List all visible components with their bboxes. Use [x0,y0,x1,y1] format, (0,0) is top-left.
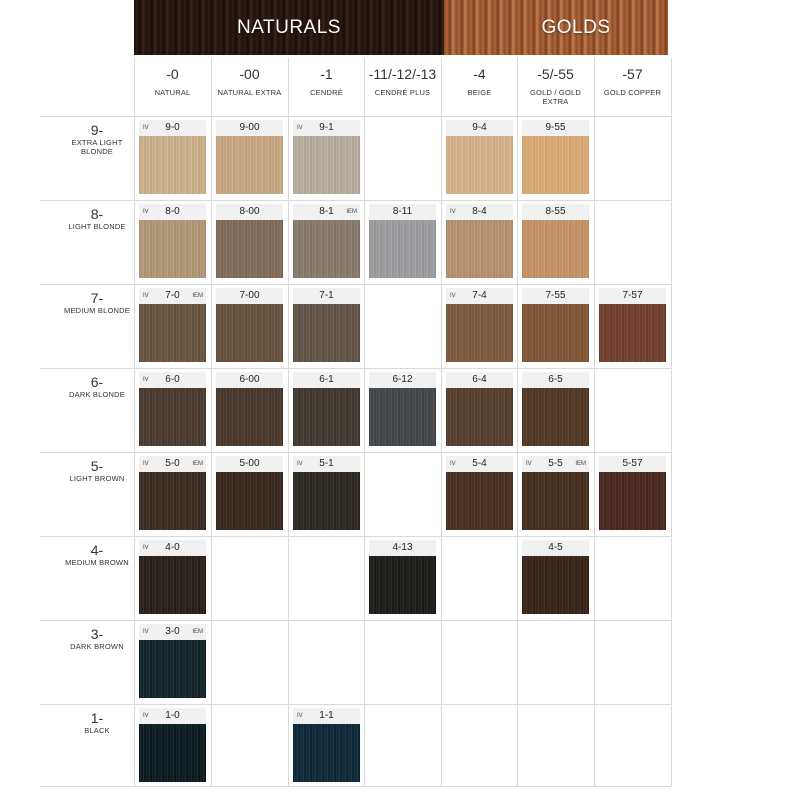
swatch-label [139,624,206,640]
swatch-label [522,372,589,388]
iv-marker: IV [143,629,149,635]
row-header [40,543,134,567]
swatch-label [599,288,666,304]
row-name: DARK BLONDE [69,390,125,399]
hair-swatch-image [216,304,283,362]
iem-marker: IEM [575,461,586,467]
column-name: NATURAL [154,88,191,97]
swatch-label [216,372,283,388]
swatch-code: 4-0 [165,542,180,553]
swatch-code: 7-57 [622,290,643,301]
row-name: BLACK [84,726,110,735]
swatch-code: 7-0 [165,290,180,301]
row-name: LIGHT BLONDE [68,222,126,231]
row-divider [40,786,671,787]
swatch-label [446,204,513,220]
row-level: 6- [90,374,104,390]
column-code: -5/-55 [537,66,574,82]
hair-swatch-image [216,220,283,278]
swatch-label [293,288,360,304]
iv-marker: IV [143,545,149,551]
hair-swatch-image [446,388,513,446]
iv-marker: IV [143,209,149,215]
swatch-code: 8-00 [239,206,260,217]
row-name: DARK BROWN [70,642,124,651]
hair-swatch-image [446,472,513,530]
shade-swatch[interactable] [293,372,360,446]
shade-swatch[interactable] [216,288,283,362]
column-divider [594,58,595,786]
swatch-label [139,288,206,304]
swatch-code: 9-00 [239,122,260,133]
row-header [40,375,134,399]
shade-swatch[interactable] [293,708,360,782]
swatch-code: 8-11 [392,206,413,217]
row-level: 7- [90,290,104,306]
hair-swatch-image [599,304,666,362]
shade-swatch[interactable] [139,624,206,698]
shade-swatch[interactable] [446,288,513,362]
shade-swatch[interactable] [216,456,283,530]
swatch-label [446,120,513,136]
naturals-banner-label: NATURALS [237,16,341,38]
shade-swatch[interactable] [293,120,360,194]
hair-swatch-image [522,472,589,530]
hair-swatch-image [216,388,283,446]
row-divider [40,452,671,453]
shade-swatch[interactable] [293,204,360,278]
hair-swatch-image [522,388,589,446]
row-header [40,291,134,315]
hair-swatch-image [446,304,513,362]
swatch-label [293,204,360,220]
swatch-code: 6-5 [548,374,563,385]
column-code: -00 [239,66,260,82]
iv-marker: IV [143,377,149,383]
column-divider [288,58,289,786]
golds-banner [444,0,668,55]
swatch-code: 1-0 [165,710,180,721]
row-name: LIGHT BROWN [69,474,125,483]
iem-marker: IEM [192,629,203,635]
swatch-code: 6-1 [319,374,334,385]
shade-swatch[interactable] [139,204,206,278]
column-header [288,58,365,114]
swatch-label [216,120,283,136]
naturals-banner [134,0,444,55]
hair-swatch-image [293,304,360,362]
swatch-label [139,540,206,556]
column-header [134,58,211,114]
swatch-label [369,540,436,556]
iv-marker: IV [450,461,456,467]
iv-marker: IV [143,293,149,299]
hair-swatch-image [139,136,206,194]
swatch-code: 9-1 [319,122,334,133]
swatch-code: 8-1 [319,206,334,217]
row-level: 8- [90,206,104,222]
column-header [364,58,441,114]
hair-swatch-image [293,724,360,782]
row-name: EXTRA LIGHT BLONDE [71,138,123,156]
swatch-code: 6-12 [392,374,413,385]
swatch-code: 5-4 [472,458,487,469]
hair-swatch-image [216,472,283,530]
row-level: 5- [90,458,104,474]
column-header [594,58,671,114]
swatch-label [216,456,283,472]
hair-swatch-image [293,220,360,278]
swatch-code: 9-0 [165,122,180,133]
swatch-code: 5-0 [165,458,180,469]
shade-swatch[interactable] [293,456,360,530]
column-name: NATURAL EXTRA [217,88,282,97]
swatch-label [139,708,206,724]
hair-swatch-image [139,724,206,782]
column-divider [211,58,212,786]
iem-marker: IEM [192,461,203,467]
row-level: 9- [90,122,104,138]
shade-swatch[interactable] [216,120,283,194]
column-divider [671,58,672,786]
swatch-label [446,456,513,472]
hair-swatch-image [446,220,513,278]
iv-marker: IV [143,125,149,131]
shade-swatch[interactable] [139,540,206,614]
row-divider [40,536,671,537]
hair-swatch-image [522,136,589,194]
row-header [40,123,134,156]
swatch-label [522,120,589,136]
row-name: MEDIUM BLONDE [64,306,130,315]
row-divider [40,368,671,369]
swatch-code: 5-5 [548,458,563,469]
swatch-code: 3-0 [165,626,180,637]
swatch-label [293,372,360,388]
iv-marker: IV [143,461,149,467]
swatch-label [139,372,206,388]
row-divider [40,620,671,621]
hair-swatch-image [369,556,436,614]
shade-swatch[interactable] [599,288,666,362]
hair-swatch-image [139,388,206,446]
column-code: -4 [473,66,486,82]
iv-marker: IV [297,125,303,131]
swatch-label [446,288,513,304]
shade-swatch[interactable] [522,372,589,446]
swatch-code: 7-4 [472,290,487,301]
row-level: 1- [90,710,104,726]
hair-swatch-image [369,220,436,278]
shade-swatch[interactable] [522,540,589,614]
shade-swatch[interactable] [522,204,589,278]
column-divider [441,58,442,786]
shade-swatch[interactable] [522,120,589,194]
swatch-code: 6-0 [165,374,180,385]
column-code: -11/-12/-13 [368,66,437,82]
swatch-label [522,540,589,556]
swatch-code: 8-0 [165,206,180,217]
column-name: GOLD / GOLD EXTRA [530,88,581,106]
swatch-code: 9-55 [545,122,566,133]
row-divider [40,704,671,705]
swatch-label [369,372,436,388]
column-header [517,58,594,114]
shade-swatch[interactable] [446,372,513,446]
shade-swatch[interactable] [369,204,436,278]
shade-swatch[interactable] [446,456,513,530]
swatch-code: 7-00 [239,290,260,301]
swatch-code: 5-57 [622,458,643,469]
column-divider [517,58,518,786]
hair-swatch-image [216,136,283,194]
row-header [40,207,134,231]
swatch-code: 8-55 [545,206,566,217]
shade-swatch[interactable] [369,372,436,446]
iv-marker: IV [297,713,303,719]
hair-swatch-image [522,304,589,362]
iv-marker: IV [143,713,149,719]
iv-marker: IV [526,461,532,467]
hair-swatch-image [139,640,206,698]
hair-swatch-image [446,136,513,194]
golds-banner-label: GOLDS [541,16,611,38]
swatch-label [139,204,206,220]
swatch-code: 9-4 [472,122,487,133]
shade-swatch[interactable] [446,204,513,278]
column-divider [364,58,365,786]
shade-swatch[interactable] [216,372,283,446]
hair-swatch-image [369,388,436,446]
iem-marker: IEM [346,209,357,215]
shade-swatch[interactable] [139,120,206,194]
column-code: -57 [622,66,643,82]
swatch-code: 4-13 [392,542,413,553]
shade-swatch[interactable] [216,204,283,278]
row-divider [40,284,671,285]
hair-swatch-image [139,304,206,362]
hair-swatch-image [599,472,666,530]
hair-swatch-image [293,472,360,530]
row-name: MEDIUM BROWN [65,558,129,567]
swatch-code: 8-4 [472,206,487,217]
row-level: 3- [90,626,104,642]
shade-swatch[interactable] [139,288,206,362]
column-divider [134,58,135,786]
swatch-label [216,204,283,220]
column-name: CENDRÉ [310,88,343,97]
swatch-label [139,120,206,136]
swatch-label [293,456,360,472]
shade-swatch[interactable] [369,540,436,614]
shade-swatch[interactable] [599,456,666,530]
shade-swatch[interactable] [522,288,589,362]
hair-swatch-image [139,220,206,278]
swatch-label [293,120,360,136]
hair-swatch-image [522,220,589,278]
column-code: -0 [166,66,179,82]
hair-swatch-image [293,136,360,194]
swatch-label [522,288,589,304]
swatch-code: 1-1 [319,710,334,721]
swatch-label [369,204,436,220]
row-header [40,711,134,735]
hair-swatch-image [139,556,206,614]
row-divider [40,116,671,117]
swatch-label [446,372,513,388]
hair-swatch-image [139,472,206,530]
column-header [211,58,288,114]
swatch-label [216,288,283,304]
iem-marker: IEM [192,293,203,299]
shade-swatch[interactable] [139,708,206,782]
swatch-code: 7-55 [545,290,566,301]
column-name: CENDRÉ PLUS [374,88,431,97]
swatch-code: 6-4 [472,374,487,385]
column-name: GOLD COPPER [603,88,662,97]
iv-marker: IV [297,461,303,467]
row-divider [40,200,671,201]
swatch-label [599,456,666,472]
row-header [40,459,134,483]
swatch-code: 6-00 [239,374,260,385]
swatch-label [293,708,360,724]
row-level: 4- [90,542,104,558]
swatch-code: 4-5 [548,542,563,553]
column-header [441,58,518,114]
hair-swatch-image [522,556,589,614]
swatch-code: 5-00 [239,458,260,469]
iv-marker: IV [450,293,456,299]
iv-marker: IV [450,209,456,215]
shade-swatch[interactable] [293,288,360,362]
swatch-label [139,456,206,472]
shade-swatch[interactable] [522,456,589,530]
swatch-code: 7-1 [319,290,334,301]
shade-swatch[interactable] [139,456,206,530]
shade-swatch[interactable] [446,120,513,194]
column-code: -1 [320,66,333,82]
row-header [40,627,134,651]
hair-swatch-image [293,388,360,446]
column-name: BEIGE [467,88,492,97]
shade-swatch[interactable] [139,372,206,446]
swatch-label [522,456,589,472]
swatch-label [522,204,589,220]
swatch-code: 5-1 [319,458,334,469]
